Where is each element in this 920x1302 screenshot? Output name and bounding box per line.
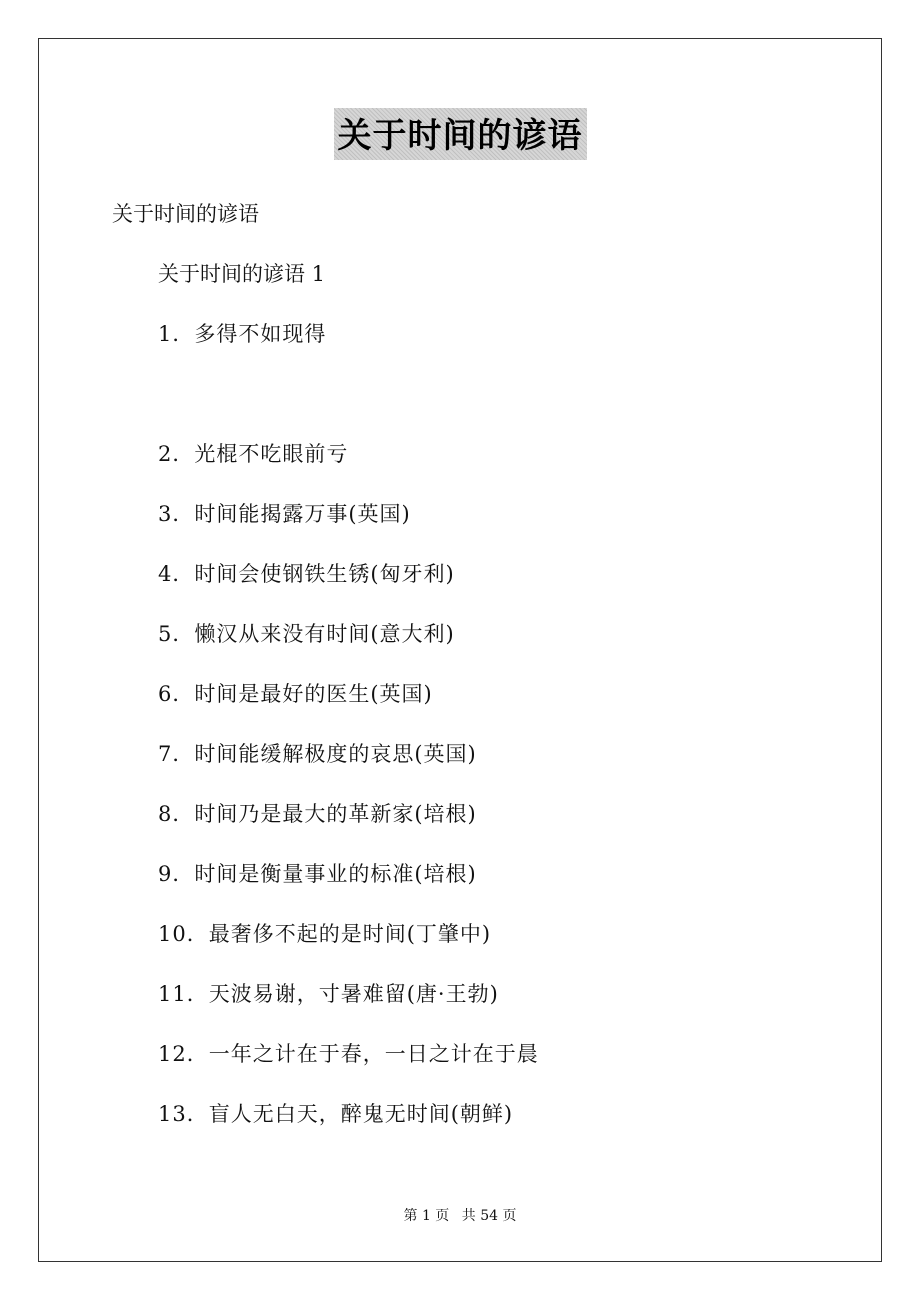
list-item: 5．懒汉从来没有时间(意大利) xyxy=(158,622,455,646)
list-item: 2．光棍不吃眼前亏 xyxy=(158,442,349,466)
list-item: 12．一年之计在于春，一日之计在于晨 xyxy=(158,1042,539,1066)
proverb-list xyxy=(158,318,539,1158)
list-item: 7．时间能缓解极度的哀思(英国) xyxy=(158,742,477,766)
list-item: 13．盲人无白天，醉鬼无时间(朝鲜) xyxy=(158,1102,514,1126)
list-item: 11．天波易谢，寸暑难留(唐·王勃) xyxy=(158,982,499,1006)
title-container xyxy=(0,108,920,160)
list-item: 6．时间是最好的医生(英国) xyxy=(158,682,433,706)
list-item: 1．多得不如现得 xyxy=(158,322,327,346)
list-item: 4．时间会使钢铁生锈(匈牙利) xyxy=(158,562,455,586)
section-heading: 关于时间的谚语 1 xyxy=(158,262,326,286)
page-number: 第 1 页 xyxy=(403,1208,450,1224)
list-item: 3．时间能揭露万事(英国) xyxy=(158,502,411,526)
document-title: 关于时间的谚语 xyxy=(334,108,587,160)
list-item: 10．最奢侈不起的是时间(丁肇中) xyxy=(158,922,492,946)
page-total: 共 54 页 xyxy=(461,1208,517,1224)
list-item: 8．时间乃是最大的革新家(培根) xyxy=(158,802,477,826)
page-footer xyxy=(0,1206,920,1226)
document-subtitle: 关于时间的谚语 xyxy=(112,202,259,226)
list-item: 9．时间是衡量事业的标准(培根) xyxy=(158,862,477,886)
